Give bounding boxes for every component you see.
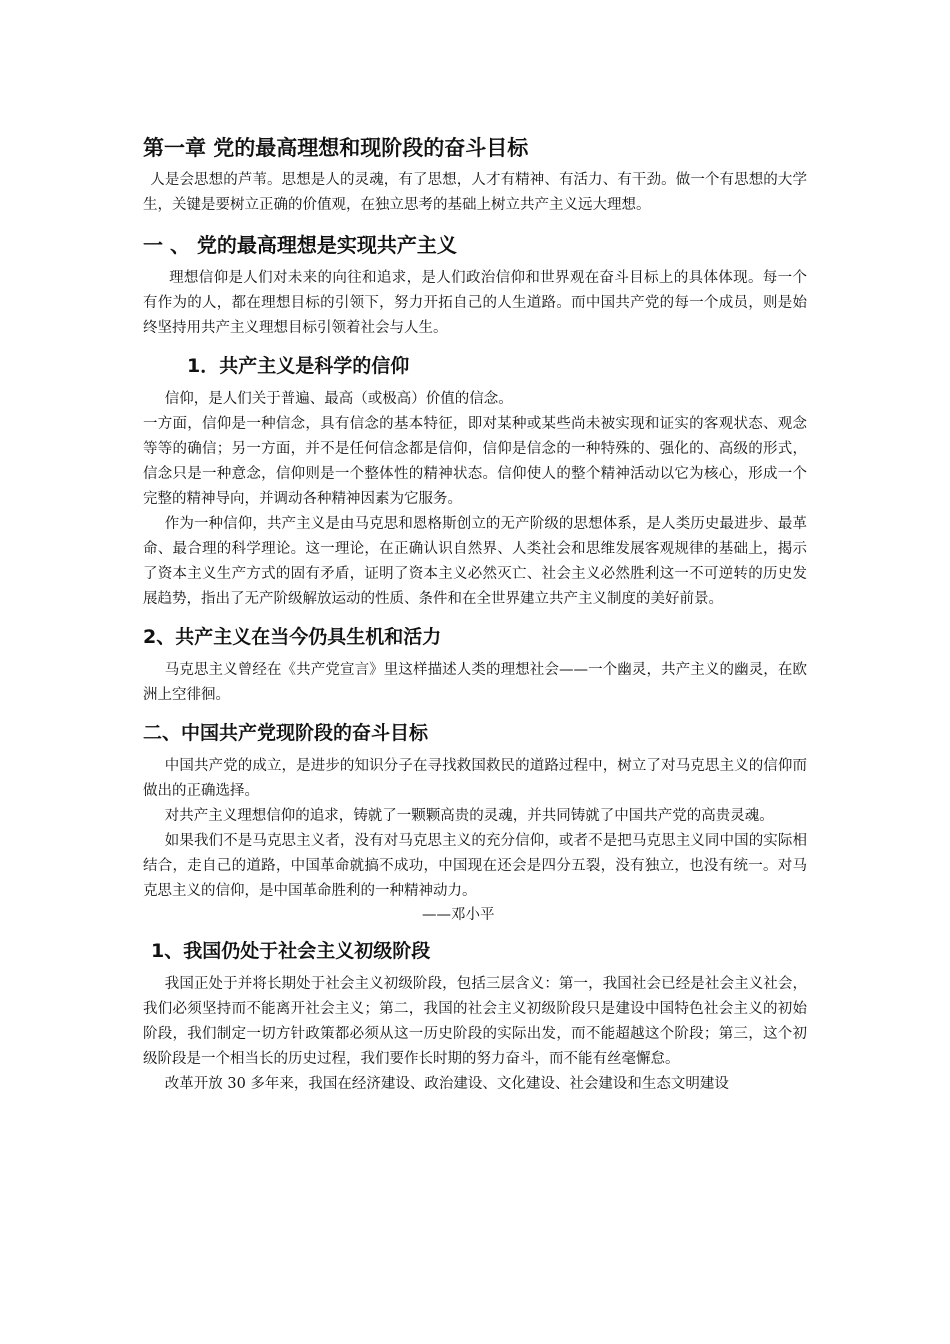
section1-sub2-p1: 马克思主义曾经在《共产党宣言》里这样描述人类的理想社会——一个幽灵，共产主义的幽灵，在欧洲上空徘徊。 (143, 662, 807, 703)
section2-sub1-p1: 我国正处于并将长期处于社会主义初级阶段，包括三层含义：第一，我国社会已经是社会主义社会，我们必须坚持而不能离开社会主义；第二，我国的社会主义初级阶段只是建设中国特色社会主义的初始阶段，我们制定一切方针政策都必须从这一历史阶段的实际出发，而不能超越这个阶段；第三，这个初级阶段是一个相当长的历史过程，我们要作长时期的努力奋斗，而不能有丝毫懈怠。 (143, 976, 807, 1067)
quote-author: ——邓小平 (422, 907, 495, 923)
section2-sub1-p2: 改革开放 30 多年来，我国在经济建设、政治建设、文化建设、社会建设和生态文明建设 (164, 1076, 729, 1092)
chapter-title: 第一章 党的最高理想和现阶段的奋斗目标 (143, 136, 529, 160)
section2-title: 二、中国共产党现阶段的奋斗目标 (143, 722, 429, 744)
section2-sub1-title: 1、我国仍处于社会主义初级阶段 (151, 940, 431, 962)
section1-sub1-p1: 信仰，是人们关于普遍、最高（或极高）价值的信念。 (164, 391, 513, 407)
section2-p2: 对共产主义理想信仰的追求，铸就了一颗颗高贵的灵魂，并共同铸就了中国共产党的高贵灵魂。 (164, 808, 774, 824)
chapter-intro: 人是会思想的芦苇。思想是人的灵魂，有了思想，人才有精神、有活力、有干劲。做一个有思想的大学生，关键是要树立正确的价值观，在独立思考的基础上树立共产主义远大理想。 (143, 172, 807, 213)
section1-sub1-title: 1．共产主义是科学的信仰 (187, 355, 410, 377)
section2-quote: 如果我们不是马克思主义者，没有对马克思主义的充分信仰，或者不是把马克思主义同中国的实际相结合，走自己的道路，中国革命就搞不成功，中国现在还会是四分五裂，没有独立，也没有统一。对马克思主义的信仰，是中国革命胜利的一种精神动力。 (143, 833, 807, 899)
section2-p1: 中国共产党的成立，是进步的知识分子在寻找救国救民的道路过程中，树立了对马克思主义的信仰而做出的正确选择。 (143, 758, 807, 799)
section1-sub1-p3: 作为一种信仰，共产主义是由马克思和恩格斯创立的无产阶级的思想体系，是人类历史最进步、最革命、最合理的科学理论。这一理论，在正确认识自然界、人类社会和思维发展客观规律的基础上，揭示了资本主义生产方式的固有矛盾，证明了资本主义必然灭亡、社会主义必然胜利这一不可逆转的历史发展趋势，指出了无产阶级解放运动的性质、条件和在全世界建立共产主义制度的美好前景。 (143, 516, 807, 607)
document-body (143, 132, 807, 1097)
section1-title: 一 、 党的最高理想是实现共产主义 (143, 233, 457, 257)
section1-sub1-p2: 一方面，信仰是一种信念，具有信念的基本特征，即对某种或某些尚未被实现和证实的客观状态、观念等等的确信；另一方面，并不是任何信念都是信仰，信仰是信念的一种特殊的、强化的、高级的形式，信念只是一种意念，信仰则是一个整体性的精神状态。信仰使人的整个精神活动以它为核心，形成一个完整的精神导向，并调动各种精神因素为它服务。 (143, 416, 807, 507)
section1-sub2-title: 2、共产主义在当今仍具生机和活力 (143, 626, 442, 648)
section1-para: 理想信仰是人们对未来的向往和追求，是人们政治信仰和世界观在奋斗目标上的具体体现。每一个有作为的人，都在理想目标的引领下，努力开拓自己的人生道路。而中国共产党的每一个成员，则是始终坚持用共产主义理想目标引领着社会与人生。 (143, 270, 807, 336)
